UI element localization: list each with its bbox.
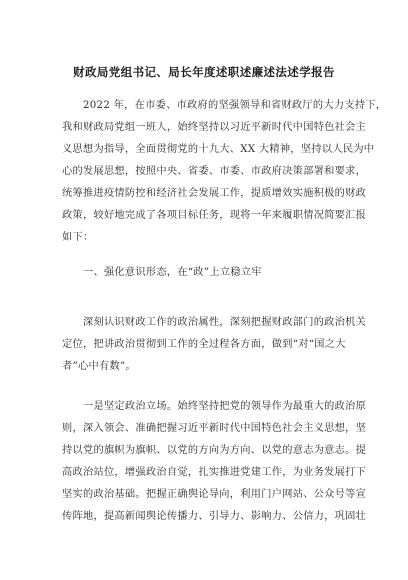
text-line: 心的发展思想，按照中央、省委、市委、市政府决策部署和要求， — [62, 166, 367, 177]
text-line: 政策，较好地完成了各项目标任务，现将一年来履职情况简要汇报 — [62, 210, 367, 221]
text-line: 义思想为指导，全面贯彻党的十九大、XX 大精神，坚持以人民为中 — [62, 144, 375, 155]
text-line: 持以党的旗帜为旗帜、以党的方向为方向、以党的意志为意志。提 — [62, 445, 367, 456]
text-line: 如下： — [62, 232, 94, 243]
text-line: 2022 年，在市委、市政府的坚强领导和省财政厅的大力支持下， — [62, 100, 387, 111]
text-line: 统筹推进疫情防控和经济社会发展工作，提质增效实施积极的财政 — [62, 188, 367, 199]
text-line: 深刻认识财政工作的政治属性，深刻把握财政部门的政治机关 — [62, 317, 367, 328]
document-title: 财政局党组书记、局长年度述职述廉述法述学报告 — [73, 65, 335, 79]
text-line: 者”心中有数”。 — [62, 361, 136, 372]
text-line: 高政治站位，增强政治自觉，扎实推进党建工作，为业务发展打下 — [62, 467, 367, 478]
paragraph-political-awareness — [62, 312, 367, 378]
paragraph-intro — [62, 95, 387, 249]
text-line: 一是坚定政治立场。始终坚持把党的领导作为最重大的政治原 — [62, 401, 367, 412]
paragraph-political-stance — [62, 396, 367, 528]
text-line: 定位，把讲政治贯彻到工作的全过程各方面，做到“对“国之大 — [62, 339, 346, 350]
text-line: 则，深入领会、准确把握习近平新时代中国特色社会主义思想，坚 — [62, 423, 367, 434]
text-line: 我和财政局党组一班人，始终坚持以习近平新时代中国特色社会主 — [62, 122, 367, 133]
text-line: 传阵地，提高新闻舆论传播力、引导力、影响力、公信力，巩固壮 — [62, 511, 367, 522]
section-heading — [62, 262, 354, 284]
text-line: 一、强化意识形态，在“政”上立稳立牢 — [62, 267, 262, 278]
text-line: 坚实的政治基础。把握正确舆论导向，利用门户网站、公众号等宣 — [62, 489, 367, 500]
